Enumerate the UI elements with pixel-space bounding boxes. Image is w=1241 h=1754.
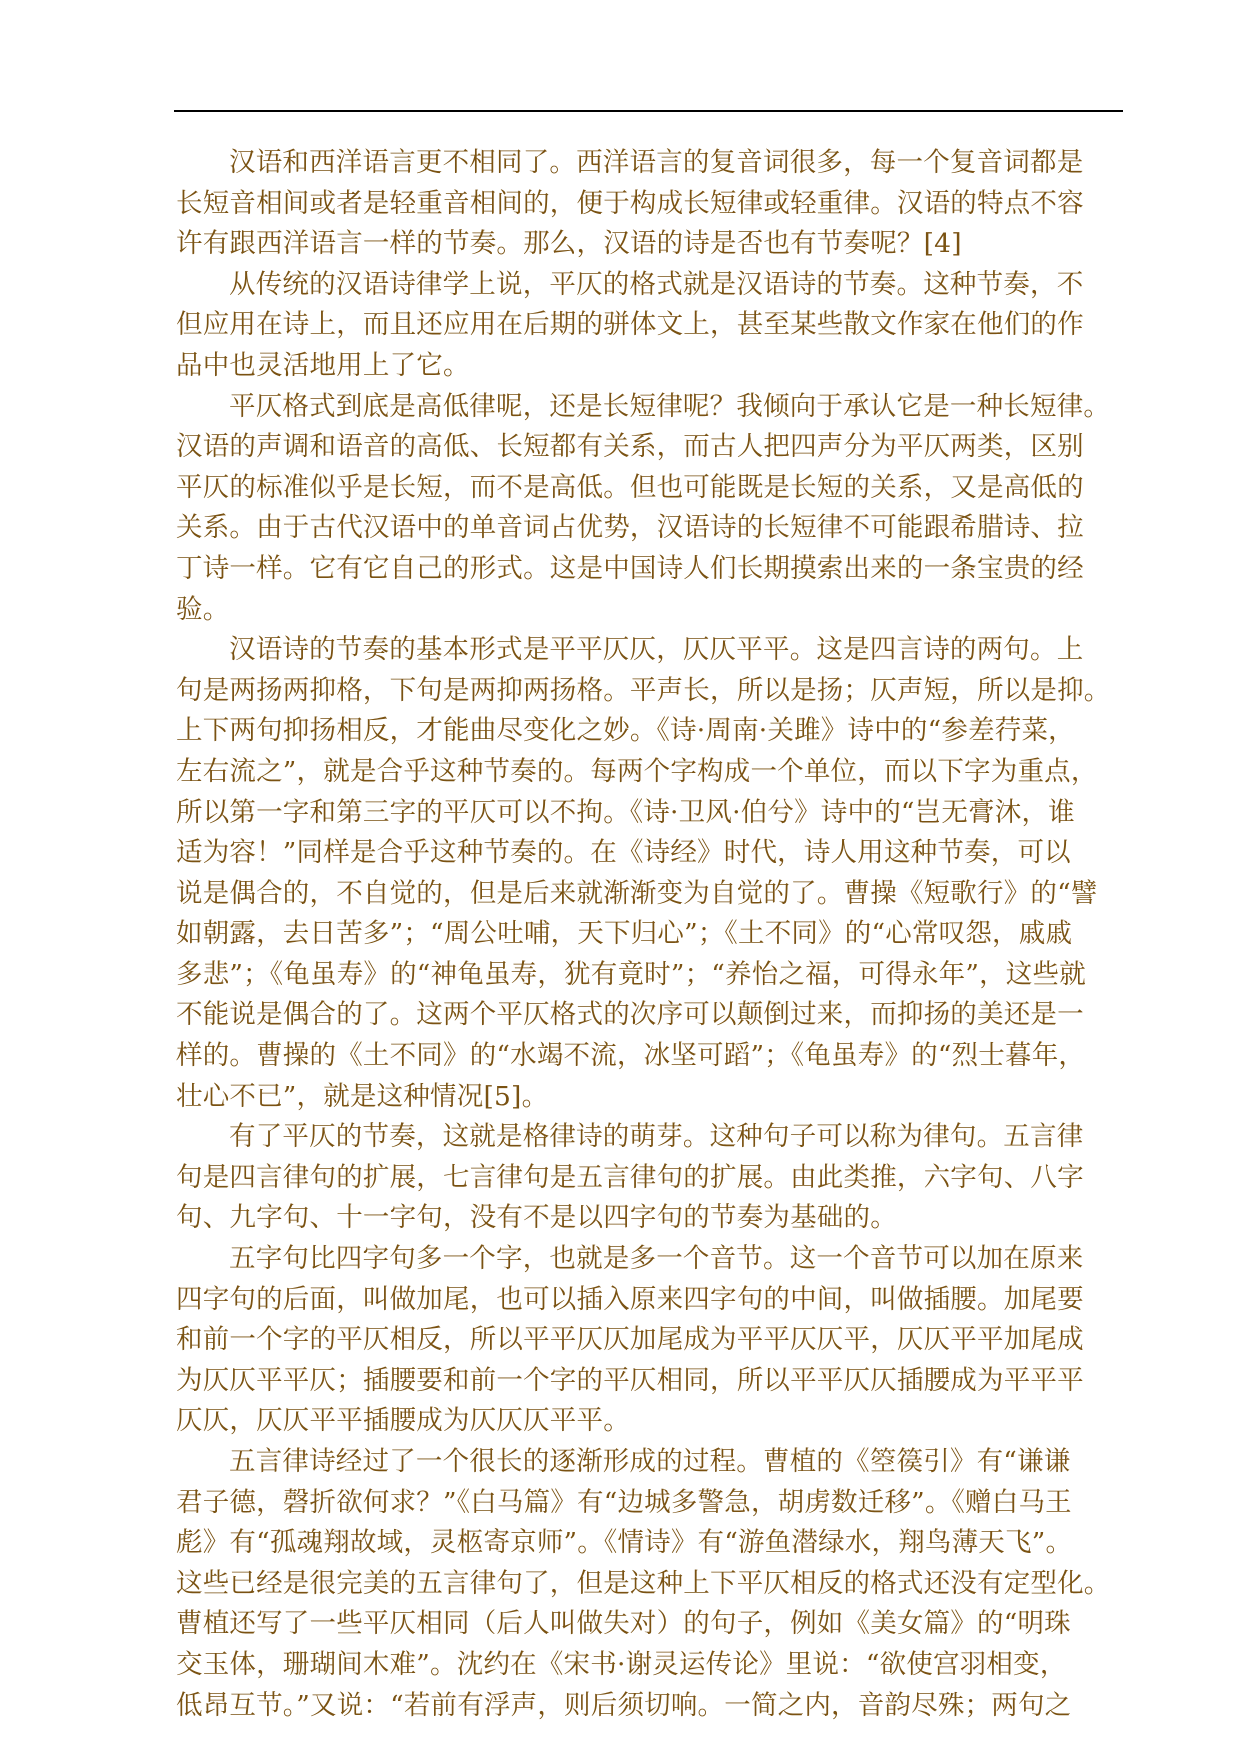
- text-line: 平仄的标准似乎是长短，而不是高低。但也可能既是长短的关系，又是高低的: [176, 471, 1084, 503]
- text-line: 适为容！”同样是合乎这种节奏的。在《诗经》时代，诗人用这种节奏，可以: [176, 837, 1071, 869]
- text-line: 所以第一字和第三字的平仄可以不拘。《诗·卫风·伯兮》诗中的“岂无膏沐，谁: [176, 796, 1075, 828]
- text-line: 彪》有“孤魂翔故域，灵柩寄京师”。《情诗》有“游鱼潜绿水，翔鸟薄天飞”。: [176, 1527, 1073, 1559]
- text-line: 低昂互节。”又说：“若前有浮声，则后须切响。一简之内，音韵尽殊；两句之: [176, 1689, 1072, 1721]
- text-line: 句是四言律句的扩展，七言律句是五言律句的扩展。由此类推，六字句、八字: [176, 1161, 1084, 1193]
- text-line: 五字句比四字句多一个字，也就是多一个音节。这一个音节可以加在原来: [229, 1243, 1084, 1275]
- text-line: 有了平仄的节奏，这就是格律诗的萌芽。这种句子可以称为律句。五言律: [229, 1121, 1084, 1153]
- text-line: 为仄仄平平仄；插腰要和前一个字的平仄相同，所以平平仄仄插腰成为平平平: [176, 1364, 1084, 1396]
- paragraph: [176, 387, 1134, 631]
- text-line: 和前一个字的平仄相反，所以平平仄仄加尾成为平平仄仄平，仄仄平平加尾成: [176, 1324, 1084, 1356]
- text-line: 曹植还写了一些平仄相同（后人叫做失对）的句子，例如《美女篇》的“明珠: [176, 1608, 1071, 1640]
- text-line: 五言律诗经过了一个很长的逐渐形成的过程。曹植的《箜篌引》有“谦谦: [229, 1446, 1071, 1477]
- text-line: 左右流之”，就是合乎这种节奏的。每两个字构成一个单位，而以下字为重点，: [176, 755, 1098, 787]
- paragraph: [176, 265, 1134, 387]
- text-line: 句是两扬两抑格，下句是两抑两扬格。平声长，所以是扬；仄声短，所以是抑。: [176, 674, 1111, 706]
- text-line: 壮心不已”，就是这种情况[5]。: [176, 1080, 549, 1112]
- text-line: 汉语的声调和语音的高低、长短都有关系，而古人把四声分为平仄两类，区别: [176, 431, 1084, 463]
- text-line: 句、九字句、十一字句，没有不是以四字句的节奏为基础的。: [176, 1202, 897, 1234]
- text-line: 关系。由于古代汉语中的单音词占优势，汉语诗的长短律不可能跟希腊诗、拉: [176, 512, 1084, 544]
- text-line: 不能说是偶合的了。这两个平仄格式的次序可以颠倒过来，而抑扬的美还是一: [176, 999, 1084, 1031]
- text-line: 品中也灵活地用上了它。: [176, 349, 470, 381]
- text-line: 君子德，磬折欲何求？”《白马篇》有“边城多警急，胡虏数迁移”。《赠白马王: [176, 1486, 1072, 1518]
- text-line: 这些已经是很完美的五言律句了，但是这种上下平仄相反的格式还没有定型化。: [176, 1567, 1111, 1599]
- text-line: 长短音相间或者是轻重音相间的，便于构成长短律或轻重律。汉语的特点不容: [176, 187, 1084, 219]
- text-line: 验。: [176, 593, 230, 625]
- text-line: 仄仄，仄仄平平插腰成为仄仄仄平平。: [176, 1405, 630, 1437]
- paragraph: [176, 143, 1134, 265]
- paragraph: [176, 1239, 1134, 1442]
- text-line: 说是偶合的，不自觉的，但是后来就渐渐变为自觉的了。曹操《短歌行》的“譬: [176, 877, 1098, 909]
- text-line: 多悲”；《龟虽寿》的“神龟虽寿，犹有竟时”；“养怡之福，可得永年”，这些就: [176, 958, 1086, 990]
- text-line: 丁诗一样。它有它自己的形式。这是中国诗人们长期摸索出来的一条宝贵的经: [176, 552, 1084, 584]
- text-line: 如朝露，去日苦多”；“周公吐哺，天下归心”；《土不同》的“心常叹怨，戚戚: [176, 918, 1073, 950]
- text-line: 从传统的汉语诗律学上说，平仄的格式就是汉语诗的节奏。这种节奏，不: [229, 268, 1084, 300]
- text-line: 汉语和西洋语言更不相同了。西洋语言的复音词很多，每一个复音词都是: [229, 147, 1084, 178]
- paragraph: [176, 1117, 1134, 1239]
- text-line: 交玉体，珊瑚间木难”。沈约在《宋书·谢灵运传论》里说：“欲使宫羽相变，: [176, 1648, 1067, 1680]
- paragraph: [176, 1442, 1134, 1726]
- text-line: 许有跟西洋语言一样的节奏。那么，汉语的诗是否也有节奏呢？[4]: [176, 228, 962, 260]
- paragraph: [176, 630, 1134, 1117]
- text-line: 平仄格式到底是高低律呢，还是长短律呢？我倾向于承认它是一种长短律。: [229, 390, 1111, 422]
- header-rule: [174, 110, 1123, 112]
- text-line: 但应用在诗上，而且还应用在后期的骈体文上，甚至某些散文作家在他们的作: [176, 309, 1084, 341]
- text-line: 四字句的后面，叫做加尾，也可以插入原来四字句的中间，叫做插腰。加尾要: [176, 1283, 1084, 1315]
- text-line: 上下两句抑扬相反，才能曲尽变化之妙。《诗·周南·关雎》诗中的“参差荇菜，: [176, 715, 1075, 747]
- text-line: 汉语诗的节奏的基本形式是平平仄仄，仄仄平平。这是四言诗的两句。上: [229, 634, 1084, 666]
- text-line: 样的。曹操的《土不同》的“水竭不流，冰坚可蹈”；《龟虽寿》的“烈士暮年，: [176, 1040, 1086, 1072]
- body-text: [176, 143, 1134, 1726]
